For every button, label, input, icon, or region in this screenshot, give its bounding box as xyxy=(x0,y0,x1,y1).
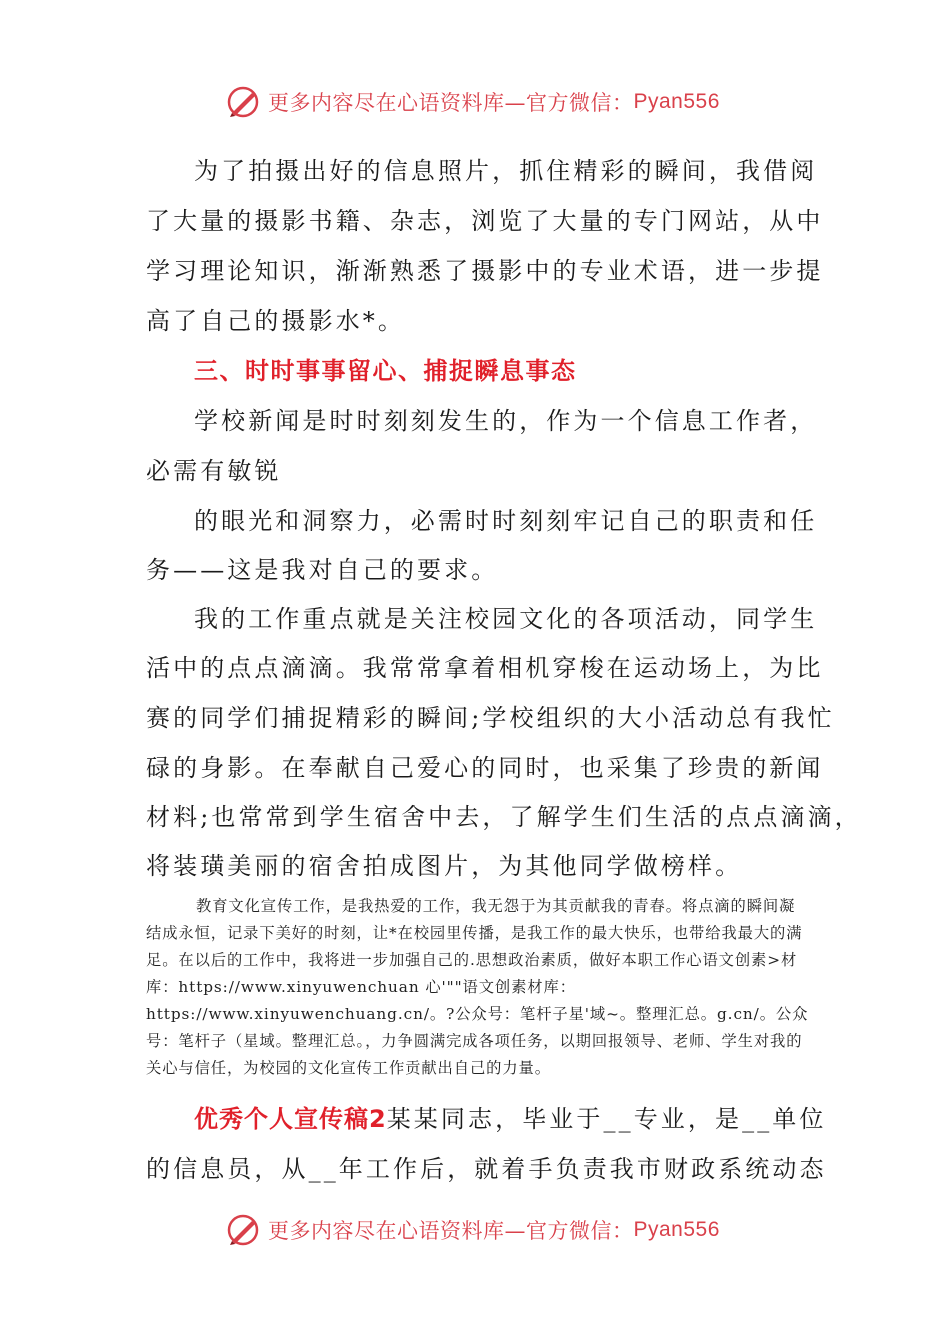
banner-wechat-id: Pyan556 xyxy=(633,1218,720,1241)
para1-line-4: 高了自己的摄影水*。 xyxy=(146,307,405,335)
banner-text: 更多内容尽在心语资料库—官方微信： xyxy=(268,1219,634,1243)
para2-line-2: 必需有敏锐 xyxy=(146,457,282,485)
para1-line-1: 为了拍摄出好的信息照片，抓住精彩的瞬间，我借阅 xyxy=(194,157,818,185)
section2-line-2: 的信息员，从__年工作后，就着手负责我市财政系统动态 xyxy=(146,1155,827,1183)
para3-line-2: 务——这是我对自己的要求。 xyxy=(146,556,499,584)
section2-line-1 xyxy=(194,1104,827,1134)
para1-line-2: 了大量的摄影书籍、杂志，浏览了大量的专门网站，从中 xyxy=(146,207,824,235)
para4-line-3: 赛的同学们捕捉精彩的瞬间;学校组织的大小活动总有我忙 xyxy=(146,704,835,732)
section2-title: 优秀个人宣传稿2 xyxy=(194,1105,387,1133)
para4-line-1: 我的工作重点就是关注校园文化的各项活动，同学生 xyxy=(194,605,818,633)
para4-line-6: 将装璜美丽的宿舍拍成图片，为其他同学做榜样。 xyxy=(146,852,743,880)
para4-line-5: 材料;也常常到学生宿舍中去，了解学生们生活的点点滴滴， xyxy=(146,803,862,831)
section-heading-3: 三、时时事事留心、捕捉瞬息事态 xyxy=(194,357,577,385)
para2-line-1: 学校新闻是时时刻刻发生的，作为一个信息工作者， xyxy=(194,407,818,435)
header-banner xyxy=(226,80,720,124)
banner-text: 更多内容尽在心语资料库—官方微信： xyxy=(268,91,634,115)
small-print-text: 教育文化宣传工作，是我热爱的工作，我无怨于为其贡献我的青春。将点滴的瞬间凝结成永恒，记录下美好的时刻，让*在校园里传播，是我工作的最大快乐，也带给我最大的满足。在以后的工作中，我将进一步加强自己的.思想政治素质，做好本职工作心语文创素>材库：https://www.xinyuwenchuan 心'""语文创素材库：https://www.xinyuwenchuang.cn/。?公众号：笔杆子星'域~。整理汇总。g.cn/。公众号：笔杆子（星域。整理汇总。，力争圆满完成各项任务，以期回报领导、老师、学生对我的关心与信任，为校园的文化宣传工作贡献出自己的力量。 xyxy=(146,897,809,1077)
small-print-paragraph xyxy=(146,893,810,1082)
section2-line1-text: 某某同志，毕业于__专业，是__单位 xyxy=(386,1105,827,1133)
para1-line-3: 学习理论知识，渐渐熟悉了摄影中的专业术语，进一步提 xyxy=(146,257,824,285)
para4-line-4: 碌的身影。在奉献自己爱心的同时，也采集了珍贵的新闻 xyxy=(146,754,824,782)
para4-line-2: 活中的点点滴滴。我常常拿着相机穿梭在运动场上，为比 xyxy=(146,654,824,682)
footer-banner xyxy=(226,1208,720,1252)
pen-logo-icon xyxy=(226,85,260,119)
pen-logo-icon xyxy=(226,1213,260,1247)
para3-line-1: 的眼光和洞察力，必需时时刻刻牢记自己的职责和任 xyxy=(194,507,818,535)
banner-wechat-id: Pyan556 xyxy=(633,90,720,113)
